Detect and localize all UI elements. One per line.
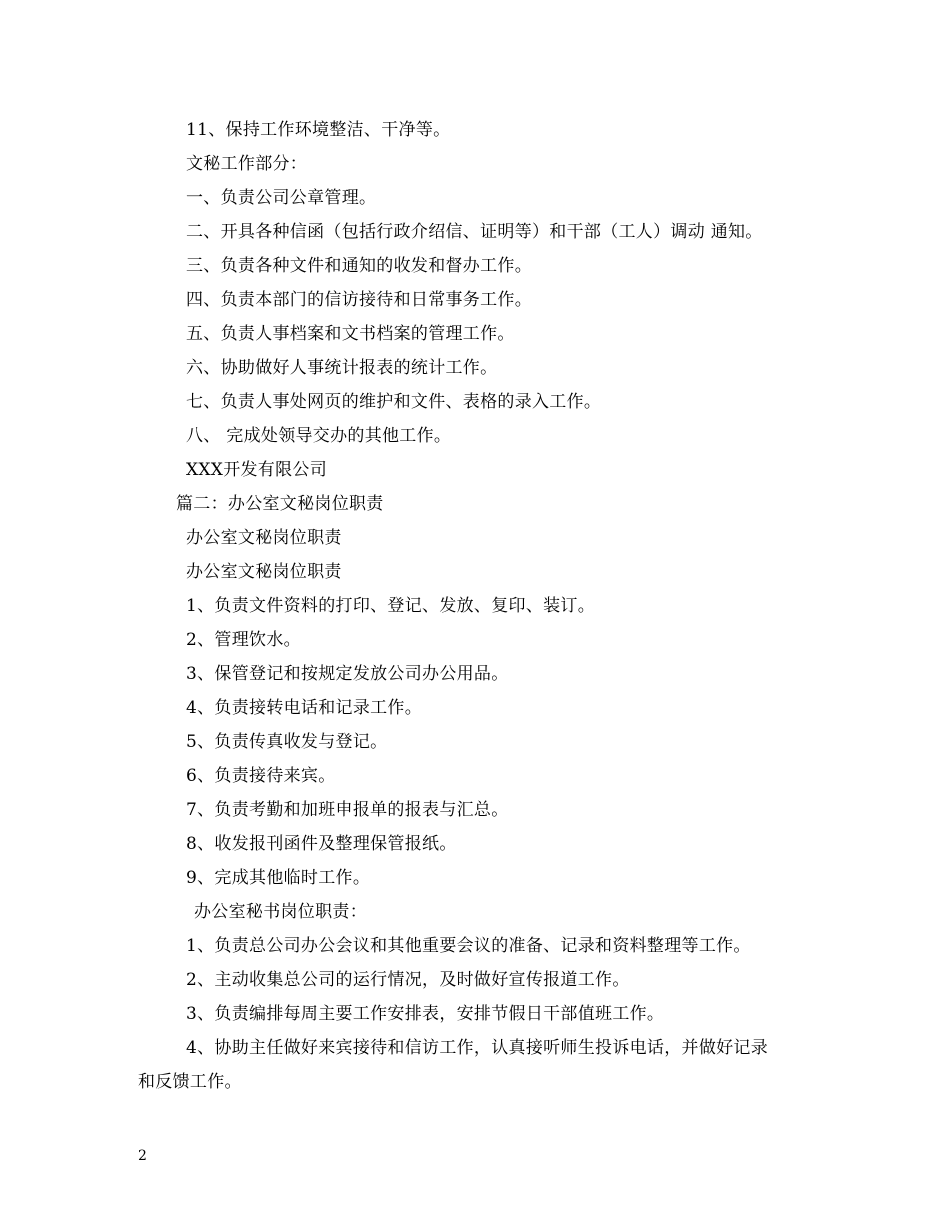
text-line: 五、负责人事档案和文书档案的管理工作。: [186, 324, 515, 344]
text-line: 二、开具各种信函（包括行政介绍信、证明等）和干部（工人）调动 通知。: [186, 222, 763, 242]
text-line: 7、负责考勤和加班申报单的报表与汇总。: [186, 800, 509, 820]
text-line: 3、负责编排每周主要工作安排表，安排节假日干部值班工作。: [186, 1004, 665, 1024]
text-line: 8、收发报刊函件及整理保管报纸。: [186, 834, 457, 854]
text-line: 1、负责文件资料的打印、登记、发放、复印、装订。: [186, 596, 596, 616]
text-line: 一、负责公司公章管理。: [186, 188, 377, 208]
text-line: 文秘工作部分：: [186, 154, 308, 174]
subheading: 办公室文秘岗位职责: [186, 562, 342, 582]
subheading: 办公室秘书岗位职责：: [194, 902, 367, 922]
text-line: 六、协助做好人事统计报表的统计工作。: [186, 358, 498, 378]
subheading: 办公室文秘岗位职责: [186, 528, 342, 548]
text-line: 5、负责传真收发与登记。: [186, 732, 388, 752]
text-line: 4、负责接转电话和记录工作。: [186, 698, 423, 718]
text-line-continuation: 和反馈工作。: [138, 1072, 242, 1092]
text-line: 3、保管登记和按规定发放公司办公用品。: [186, 664, 509, 684]
company-name: XXX开发有限公司: [186, 460, 328, 480]
text-line: 八、 完成处领导交办的其他工作。: [186, 426, 452, 446]
text-line: 三、负责各种文件和通知的收发和督办工作。: [186, 256, 532, 276]
text-line: 七、负责人事处网页的维护和文件、表格的录入工作。: [186, 392, 602, 412]
page-number: 2: [138, 1148, 147, 1164]
text-line: 4、协助主任做好来宾接待和信访工作，认真接听师生投诉电话，并做好记录: [186, 1038, 769, 1058]
text-line: 2、管理饮水。: [186, 630, 301, 650]
text-line: 6、负责接待来宾。: [186, 766, 336, 786]
text-line: 9、完成其他临时工作。: [186, 868, 371, 888]
text-line: 四、负责本部门的信访接待和日常事务工作。: [186, 290, 532, 310]
text-line: 2、主动收集总公司的运行情况，及时做好宣传报道工作。: [186, 970, 630, 990]
section-heading: 篇二：办公室文秘岗位职责: [176, 494, 384, 514]
text-line: 11、保持工作环境整洁、干净等。: [186, 120, 451, 140]
text-line: 1、负责总公司办公会议和其他重要会议的准备、记录和资料整理等工作。: [186, 936, 751, 956]
